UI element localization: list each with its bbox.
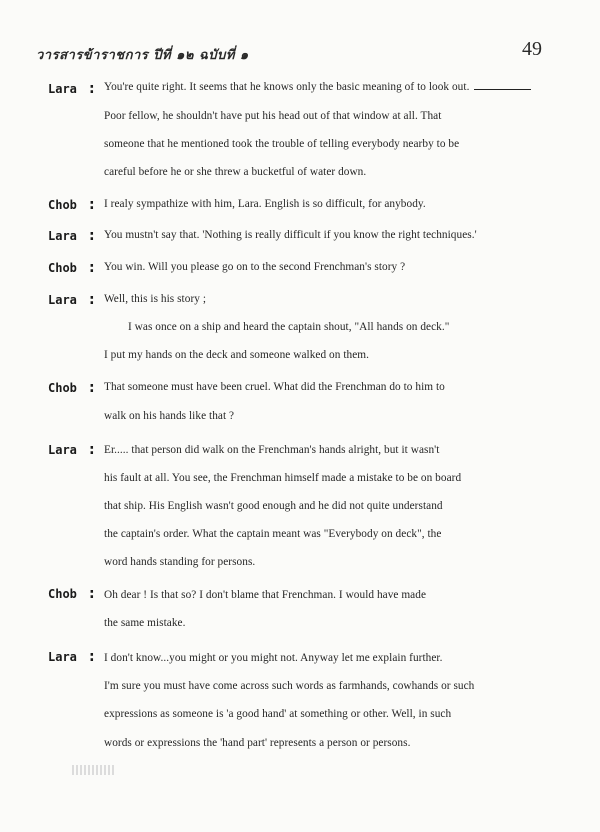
dialogue-line: his fault at all. You see, the Frenchman himself made a mistake to be on board (104, 472, 462, 484)
page-number: 49 (522, 38, 542, 60)
dialogue-line: I'm sure you must have come across such words as farmhands, cowhands or such (104, 680, 475, 692)
dialogue-line: That someone must have been cruel. What did the Frenchman do to him to (104, 381, 445, 393)
speaker-name: Chob (48, 587, 77, 601)
dialogue-line: careful before he or she threw a bucketful of water down. (104, 166, 367, 178)
speaker-colon: : (89, 197, 95, 213)
dialogue-line: the same mistake. (104, 617, 186, 629)
speaker-colon: : (89, 260, 95, 276)
dialogue-line: expressions as someone is 'a good hand' at something or other. Well, in such (104, 708, 452, 720)
speaker-colon: : (89, 81, 95, 97)
speaker-name: Lara (48, 443, 77, 457)
dialogue-line: Poor fellow, he shouldn't have put his head out of that window at all. That (104, 110, 442, 122)
speaker-name: Chob (48, 198, 77, 212)
speaker-colon: : (89, 228, 95, 244)
dialogue-line: walk on his hands like that ? (104, 410, 235, 422)
dialogue-line: You win. Will you please go on to the second Frenchman's story ? (104, 261, 406, 273)
journal-title: วารสารข้าราชการ ปีที่ ๑๒ ฉบับที่ ๑ (36, 48, 249, 63)
speaker-name: Lara (48, 293, 77, 307)
dialogue-line: Er..... that person did walk on the Frenchman's hands alright, but it wasn't (104, 444, 440, 456)
dialogue-line: I put my hands on the deck and someone walked on them. (104, 349, 369, 361)
dialogue-line: words or expressions the 'hand part' represents a person or persons. (104, 737, 411, 749)
dialogue-line: You're quite right. It seems that he knows only the basic meaning of to look out. (104, 81, 470, 93)
dialogue-line: You mustn't say that. 'Nothing is really difficult if you know the right techniques.' (104, 229, 477, 241)
emphasis-underline (474, 89, 531, 90)
dialogue-line: I realy sympathize with him, Lara. English is so difficult, for anybody. (104, 198, 426, 210)
dialogue-line: Oh dear ! Is that so? I don't blame that Frenchman. I would have made (104, 589, 427, 601)
dialogue-line: Well, this is his story ; (104, 293, 207, 305)
dialogue-line: I don't know...you might or you might not. Anyway let me explain further. (104, 652, 443, 664)
dialogue-line: word hands standing for persons. (104, 556, 256, 568)
speaker-name: Chob (48, 261, 77, 275)
dialogue-line: someone that he mentioned took the trouble of telling everybody nearby to be (104, 138, 460, 150)
scan-smudge (72, 765, 114, 775)
dialogue-line: the captain's order. What the captain meant was "Everybody on deck", the (104, 528, 442, 540)
speaker-name: Lara (48, 229, 77, 243)
speaker-colon: : (89, 292, 95, 308)
speaker-colon: : (89, 442, 95, 458)
speaker-name: Chob (48, 381, 77, 395)
speaker-colon: : (89, 380, 95, 396)
dialogue-line: that ship. His English wasn't good enough and he did not quite understand (104, 500, 443, 512)
page-header (36, 38, 542, 64)
speaker-colon: : (89, 649, 95, 665)
speaker-name: Lara (48, 650, 77, 664)
speaker-name: Lara (48, 82, 77, 96)
dialogue-line: I was once on a ship and heard the captain shout, "All hands on deck." (128, 321, 450, 333)
speaker-colon: : (89, 586, 95, 602)
